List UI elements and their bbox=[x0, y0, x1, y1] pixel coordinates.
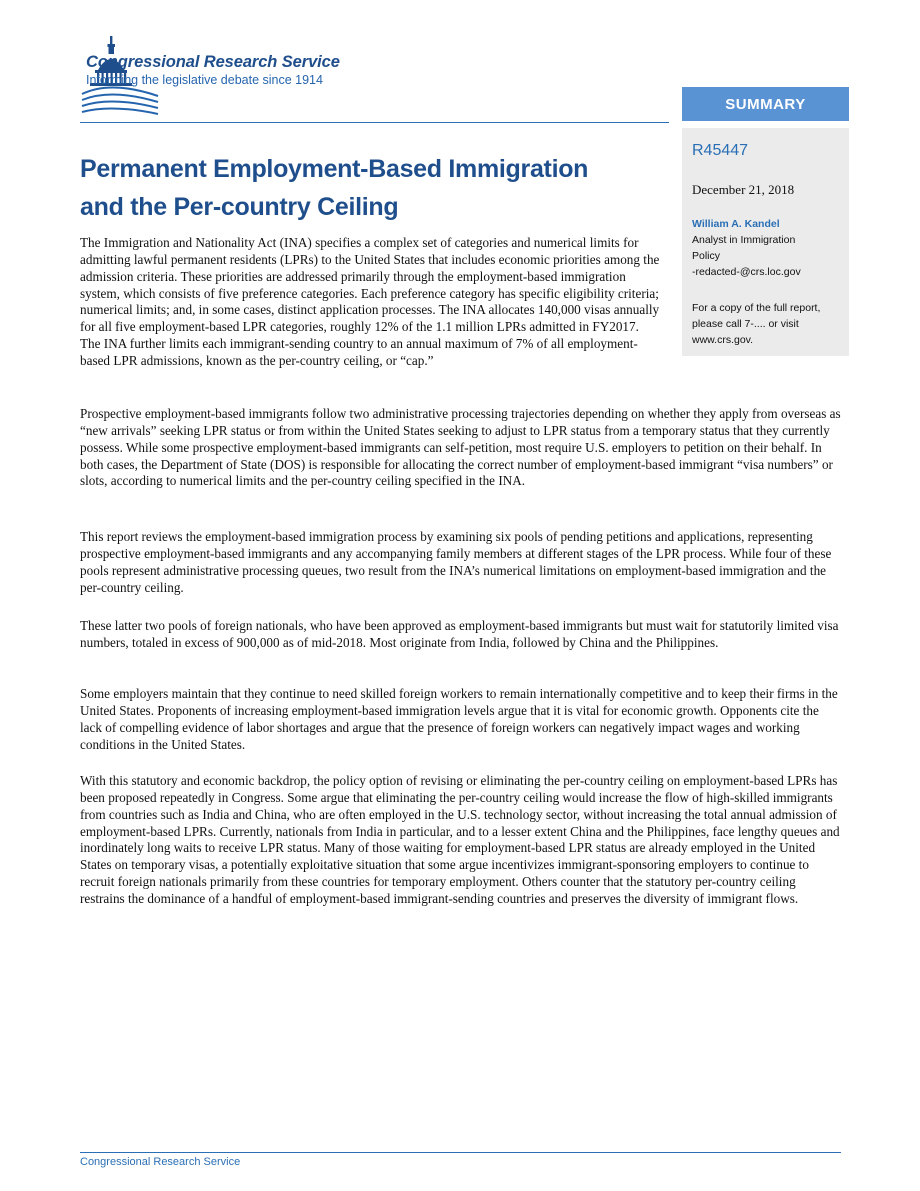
author-title-line2: Policy bbox=[692, 250, 721, 262]
author-email: -redacted-@crs.loc.gov bbox=[692, 266, 801, 278]
summary-paragraph-3: This report reviews the employment-based immigration process by examining six pools of pending petitions and applications, representing prospective employment-based immigrants and any accompanying family members at different stages of the LPR process. While four of these pools represent administrative processing queues, two result from the INA’s numerical limitations on employment-based immigration and the per-country ceiling. bbox=[80, 529, 832, 595]
header-divider bbox=[80, 122, 669, 123]
author-name: William A. Kandel bbox=[692, 218, 780, 230]
summary-paragraph-1: The Immigration and Nationality Act (INA) specifies a complex set of categories and numerical limits for admitting lawful permanent residents (LPRs) to the United States that includes economic priorities among the admission criteria. These priorities are addressed primarily through the employment-based immigration system, which consists of five preference categories. Each preference category has specific eligibility criteria; numerical limits; and, in some cases, distinct application processes. The INA allocates 140,000 visas annually for all five employment-based LPR categories, roughly 12% of the 1.1 million LPRs admitted in FY2017. The INA further limits each immigrant-sending country to an annual maximum of 7% of all employment-based LPR admissions, known as the per-country ceiling, or “cap.” bbox=[80, 235, 660, 368]
summary-paragraph-5: Some employers maintain that they continue to need skilled foreign workers to remain internationally competitive and to keep their firms in the United States. Proponents of increasing employment-based immigration levels argue that it is vital for economic growth. Opponents cite the lack of compelling evidence of labor shortages and argue that the presence of foreign workers can negatively impact wages and working conditions in the United States. bbox=[80, 686, 838, 752]
report-number: R45447 bbox=[692, 142, 749, 159]
footer-org-name: Congressional Research Service bbox=[80, 1156, 241, 1168]
author-title-line1: Analyst in Immigration bbox=[692, 234, 796, 246]
page-title bbox=[80, 150, 670, 226]
summary-paragraph-2: Prospective employment-based immigrants follow two administrative processing trajectories depending on whether they apply from overseas as “new arrivals” seeking LPR status or from within the United States seeking to adjust to LPR status from a temporary status that they currently possess. While some prospective employment-based immigrants can self-petition, most require U.S. employers to petition on their behalf. In both cases, the Department of State (DOS) is responsible for allocating the correct number of employment-based immigrant “visa numbers” or slots, according to numerical limits and the per-country ceiling specified in the INA. bbox=[80, 406, 841, 489]
summary-tab: SUMMARY bbox=[682, 87, 849, 121]
summary-sidebar bbox=[682, 128, 849, 356]
footer-divider bbox=[80, 1152, 841, 1153]
report-date: December 21, 2018 bbox=[692, 182, 795, 197]
org-tagline: Informing the legislative debate since 1914 bbox=[86, 73, 323, 87]
org-name: Congressional Research Service bbox=[86, 53, 340, 71]
title-line2: and the Per-country Ceiling bbox=[80, 193, 399, 221]
summary-paragraph-6: With this statutory and economic backdrop, the policy option of revising or eliminating the per-country ceiling on employment-based LPRs has been proposed repeatedly in Congress. Some argue that eliminating the per-country ceiling would increase the flow of high-skilled immigrants from countries such as India and China, who are often employed in the U.S. technology sector, without increasing the total annual admission of employment-based LPRs. Currently, nationals from India in particular, and to a lesser extent China and the Philippines, face lengthy queues and inordinately long waits to receive LPR status. Many of those waiting for employment-based LPR status are already employed in the United States on temporary visas, a potentially exploitative situation that some argue incentivizes immigrant-sponsoring employers to continue to recruit foreign nationals primarily from these countries for temporary employment. Others counter that the statutory per-country ceiling restrains the dominance of a handful of employment-based immigrant-sending countries and preserves the diversity of immigrant flows. bbox=[80, 773, 840, 906]
copy-info-line1: For a copy of the full report, bbox=[692, 302, 821, 314]
copy-info-line2: please call 7-.... or visit bbox=[692, 318, 799, 330]
summary-paragraph-4: These latter two pools of foreign nationals, who have been approved as employment-based immigrants but must wait for statutorily limited visa numbers, totaled in excess of 900,000 as of mid-2018. Most originate from India, followed by China and the Philippines. bbox=[80, 618, 839, 650]
copy-info-link[interactable]: www.crs.gov. bbox=[692, 334, 754, 346]
title-line1: Permanent Employment-Based Immigration bbox=[80, 155, 589, 183]
